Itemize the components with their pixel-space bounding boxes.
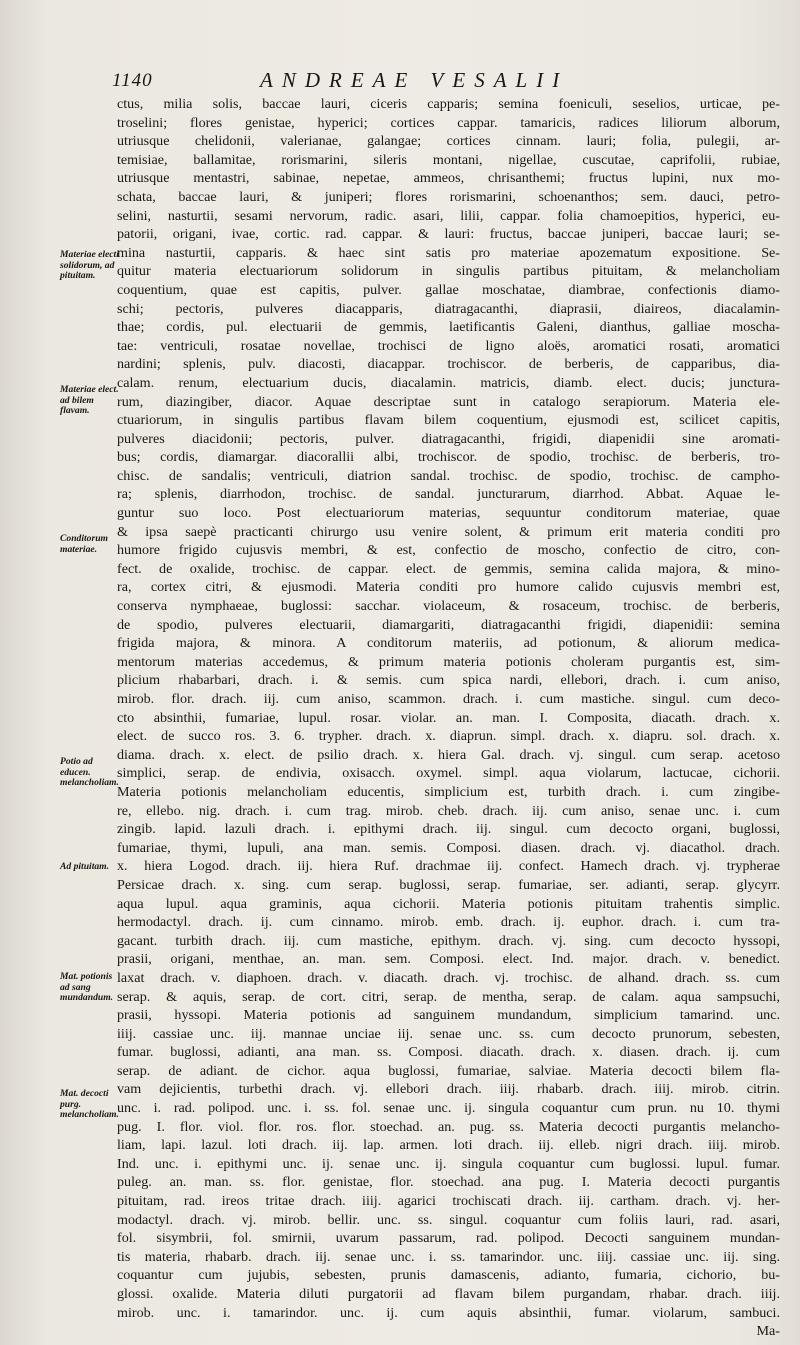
text-line: quitur materia electuariorum solidorum in singulis partibus pituitam, & melancholiam [117,263,780,280]
text-line: hermodactyl. drach. ij. cum cinnamo. mirob. emb. drach. ij. euphor. drach. i. cum tra- [117,914,780,931]
text-line: conserva nymphaeae, buglossi: sacchar. violaceum, & rosaceum, trochisc. de berberis, [117,598,780,615]
text-line: aqua lupul. aqua graminis, aqua cichorii. Materia potionis pituitam trahentis simplic. [117,895,780,912]
text-line: fumariae, thymi, lupuli, ana man. semis. Composi. diasen. drach. vj. diacathol. drach. [117,839,780,856]
text-line: patorii, origani, ivae, cortic. rad. cappar. & lauri: fructus, baccae juniperi, baccae lauri; se- [117,226,780,243]
text-line: mina nasturtii, capparis. & haec sint satis pro materiae apozematum expositione. Se- [117,244,780,261]
text-line: mirob. unc. i. tamarindor. unc. ij. cum aquis absinthii, fumar. violarum, sambuci. [117,1304,780,1321]
text-line: liam, lapi. lazul. loti drach. iij. lap. armen. loti drach. iij. elleb. nigri drach. iiij. mirob. [117,1137,780,1154]
text-line: tis materia, rhabarb. drach. iij. senae unc. i. ss. tamarindor. unc. iiij. cassiae unc. iij. sing. [117,1248,780,1265]
text-line: nardini; splenis, pulv. diacosti, diacappar. trochiscor. de berberis, de capparibus, dia- [117,356,780,373]
text-line: chisc. de sandalis; ventriculi, diatrion sandal. trochisc. de spodio, trochisc. de campho- [117,467,780,484]
text-line: unc. i. rad. polipod. unc. i. ss. fol. senae unc. ij. singula coquantur cum prun. nu 10. thymi [117,1100,780,1117]
text-line: re, ellebo. nig. drach. i. cum trag. mirob. cheb. drach. iij. cum aniso, senae unc. i. cum [117,802,780,819]
text-line: ctuariorum, in singulis partibus flavam bilem coquentium, ejusmodi est, scilicet capitis, [117,412,780,429]
text-line: rum, diazingiber, diacor. Aquae descriptae sunt in catalogo serapiorum. Materia ele- [117,393,780,410]
page-number: 1140 [112,70,153,91]
text-line: modactyl. drach. vj. mirob. bellir. unc. ss. singul. coquantur cum foliis lauri, rad. asari, [117,1211,780,1228]
text-line: schata, baccae lauri, & juniperi; flores rorismarini, schoenanthos; sem. dauci, petro- [117,188,780,205]
text-line: utriusque mentastri, sabinae, nepetae, ammeos, chrisanthemi; fructus lupini, nux mo- [117,170,780,187]
text-line: utriusque chelidonii, valerianae, galangae; cortices cinnam. lauri; folia, pulegii, ar- [117,133,780,150]
text-line: fol. sisymbrii, fol. smirnii, uvarum passarum, rad. polipod. Decocti sanguinem mundan- [117,1230,780,1247]
text-line: mentorum materias accedemus, & primum materia potionis choleram purgantis est, sim- [117,653,780,670]
text-line: cto absinthii, fumariae, lupul. rosar. violar. an. man. I. Composita, diacath. drach. x. [117,709,780,726]
text-line: serap. & aquis, serap. de cort. citri, serap. de mentha, serap. de calam. aqua sampsuchi, [117,988,780,1005]
text-line: prasii, hyssopi. Materia potionis ad sanguinem mundandum, simplicium tamarind. unc. [117,1007,780,1024]
side-note: Potio ad educen. melancholiam. [60,756,119,788]
text-line: pug. I. flor. viol. flor. ros. flor. stoechad. an. pug. ss. Materia decocti purgantis melancho- [117,1118,780,1135]
text-line: puleg. an. man. ss. flor. genistae, flor. stoechad. ana pug. I. Materia decocti purgantis [117,1174,780,1191]
text-line: prasii, origani, menthae, an. man. sem. Composi. elect. Ind. major. drach. v. benedict. [117,951,780,968]
text-line: zingib. lapid. lazuli drach. i. epithymi drach. iij. singul. cum decocto organi, buglossi, [117,821,780,838]
text-line: fumar. buglossi, adianti, ana man. ss. Composi. diacath. drach. x. diasen. drach. ij. cum [117,1044,780,1061]
text-line: diama. drach. x. elect. de psilio drach. x. hiera Gal. drach. vj. singul. cum serap. acetoso [117,746,780,763]
side-note: Mat. potionis ad sang mundandum. [60,971,114,1003]
text-line: ctus, milia solis, baccae lauri, ciceris capparis; semina foeniculi, seselios, urticae, pe- [117,96,780,112]
text-line: coquantur cum jujubis, sebesten, prunis damascenis, adianto, fumaria, cichorio, bu- [117,1267,780,1284]
text-line: plicium rhabarbari, drach. i. & semis. cum spica nardi, ellebori, drach. i. cum aniso, [117,672,780,689]
text-line: Ind. unc. i. epithymi unc. ij. senae unc. ij. singula coquantur cum buglossi. lupul. fumar. [117,1155,780,1172]
side-note: Materiae electi solidorum, ad pituitam. [60,249,119,281]
text-line: vam dejicientis, turbethi drach. vj. ellebori drach. iiij. rhabarb. drach. iiij. mirob. citrin. [117,1081,780,1098]
text-line: laxat drach. v. diaphoen. drach. v. diacath. drach. vj. trochisc. de alhand. drach. ss. cum [117,969,780,986]
text-line: schi; pectoris, pulveres diacapparis, diatragacanthi, diaprasii, diaireos, diacalamin- [117,300,780,317]
text-line: pulveres diacidonii; pectoris, pulver. diatragacanthi, frigidi, diapenidii sine aromati- [117,430,780,447]
text-line: glossi. oxalide. Materia diluti purgatorii ad flavam bilem purgandam, rhabar. drach. iiij. [117,1286,780,1302]
text-line: pituitam, rad. ireos tritae drach. iiij. agarici trochiscati drach. iij. cartham. drach. vj. her- [117,1193,780,1210]
text-line: guntur suo loco. Post electuariorum materias, sequuntur conditorum materiae, quae [117,505,780,522]
text-line: coquentium, quae est capitis, pulver. gallae moschatae, diambrae, confectionis diamo- [117,281,780,298]
text-line: frigida majora, & minora. A conditorum materiis, ad potionum, & aliorum medica- [117,635,780,652]
text-line: calam. renum, electuarium ducis, diacalamin. matricis, diamb. elect. ducis; junctura- [117,374,780,391]
text-line: & ipsa saepè practicanti chirurgo usu venire solent, & primum erit materia conditi pro [117,523,780,540]
text-line: serap. de adiant. de cichor. aqua buglossi, fumariae, salviae. Materia decocti bilem fla- [117,1062,780,1079]
text-line: Ma- [756,1323,780,1340]
side-note: Materiae elect. ad bilem flavam. [60,384,119,416]
text-line: Materia potionis melancholiam educentis, simplicium est, turbith drach. i. cum zingibe- [117,783,780,800]
side-note: Ad pituitam. [60,861,110,872]
text-line: bus; cordis, diamargar. diacorallii albi, trochiscor. de spodio, trochisc. de berberis, tro- [117,449,780,466]
text-line: ra; splenis, diarrhodon, trochisc. de sandal. juncturarum, diarrhod. Abbat. Aquae le- [117,486,780,503]
text-line: iiij. cassiae unc. iij. mannae unciae iij. senae unc. ss. cum decocto prunorum, sebesten, [117,1025,780,1042]
text-line: elect. de succo ros. 3. 6. trypher. drach. x. diaprun. simpl. drach. x. diapru. sol. drach. x. [117,728,780,745]
text-line: Persicae drach. x. sing. cum serap. buglossi, serap. fumariae, ser. adianti, serap. glycyrr. [117,876,780,893]
running-head: ANDREAE VESALII [260,68,569,92]
text-line: x. hiera Logod. drach. iij. hiera Ruf. drachmae iij. confect. Hamech drach. vj. trypherae [117,858,780,875]
text-line: troselini; flores genistae, hyperici; cortices cappar. tamaricis, radices liliorum alborum, [117,114,780,131]
text-line: de spodio, pulveres electuarii, diamargariti, diatragacanthi frigidi, diapenidii: semina [117,616,780,633]
text-line: tae: ventriculi, rosatae novellae, trochisci de ligno aloës, aromatici rosati, aromatici [117,337,780,354]
body-text [117,95,780,1341]
text-line: ra, cortex citri, & ejusmodi. Materia conditi pro humore calido cujusvis membri est, [117,579,780,596]
text-line: mirob. flor. drach. iij. cum aniso, scammon. drach. i. cum mastiche. singul. cum deco- [117,691,780,707]
text-line: selini, nasturtii, sesami nervorum, radic. asari, lilii, cappar. folia chamoepitios, hyperici, eu- [117,207,780,224]
text-line: humore frigido cujusvis membri, & est, confectio de moscho, confectio de citro, con- [117,542,780,559]
text-line: thae; cordis, pul. electuarii de gemmis, laetificantis Galeni, dianthus, galliae moscha- [117,319,780,336]
text-line: fect. de oxalide, trochisc. de cappar. elect. de gemmis, semina calida majora, & mino- [117,560,780,577]
side-note: Mat. decocti purg. melancholiam. [60,1088,119,1120]
text-line: temisiae, ballamitae, rorismarini, sileris montani, nigellae, cuscutae, caprifolii, rubiae, [117,151,780,168]
side-note: Conditorum materiae. [60,533,108,555]
text-line: gacant. turbith drach. iij. cum mastiche, epithym. drach. vj. sing. cum decocto hyssopi, [117,932,780,949]
text-line: simplici, serap. de endivia, oxisacch. oxymel. simpl. aqua violarum, lactucae, cichorii. [117,765,780,782]
